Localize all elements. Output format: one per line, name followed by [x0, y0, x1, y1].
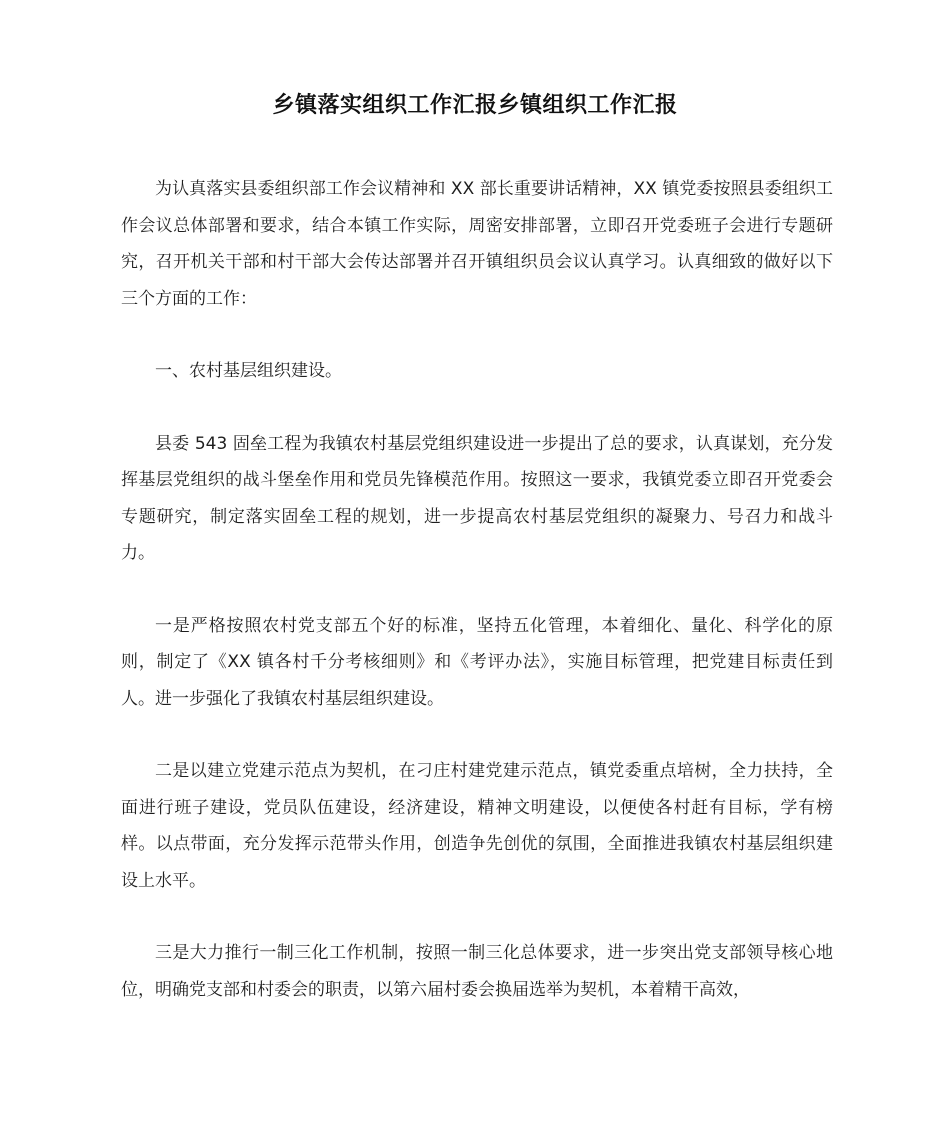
document-title: 乡镇落实组织工作汇报乡镇组织工作汇报: [272, 93, 678, 118]
paragraph-point-three: 三是大力推行一制三化工作机制，按照一制三化总体要求，进一步突出党支部领导核心地位，明确党支部和村委会的职责，以第六届村委会换届选举为契机，本着精干高效，: [121, 943, 833, 1000]
paragraph-point-two: 二是以建立党建示范点为契机，在刁庄村建党建示范点，镇党委重点培树，全力扶持，全面进行班子建设，党员队伍建设，经济建设，精神文明建设，以便使各村赶有目标，学有榜样。以点带面，充分发挥示范带头作用，创造争先创优的氛围，全面推进我镇农村基层组织建设上水平。: [121, 761, 833, 891]
paragraph-point-one: 一是严格按照农村党支部五个好的标准，坚持五化管理，本着细化、量化、科学化的原则，制定了《XX 镇各村千分考核细则》和《考评办法》，实施目标管理，把党建目标责任到人。进一步强化了我镇农村基层组织建设。: [121, 615, 833, 709]
document-body: [121, 171, 833, 1044]
paragraph-543-project: 县委 543 固垒工程为我镇农村基层党组织建设进一步提出了总的要求，认真谋划，充分发挥基层党组织的战斗堡垒作用和党员先锋模范作用。按照这一要求，我镇党委立即召开党委会专题研究，制定落实固垒工程的规划，进一步提高农村基层党组织的凝聚力、号召力和战斗力。: [121, 433, 833, 563]
paragraph-intro: 为认真落实县委组织部工作会议精神和 XX 部长重要讲话精神，XX 镇党委按照县委组织工作会议总体部署和要求，结合本镇工作实际，周密安排部署，立即召开党委班子会进行专题研究，召开机关干部和村干部大会传达部署并召开镇组织员会议认真学习。认真细致的做好以下三个方面的工作：: [121, 179, 833, 309]
section-heading-rural-organization: 一、农村基层组织建设。: [155, 361, 342, 381]
